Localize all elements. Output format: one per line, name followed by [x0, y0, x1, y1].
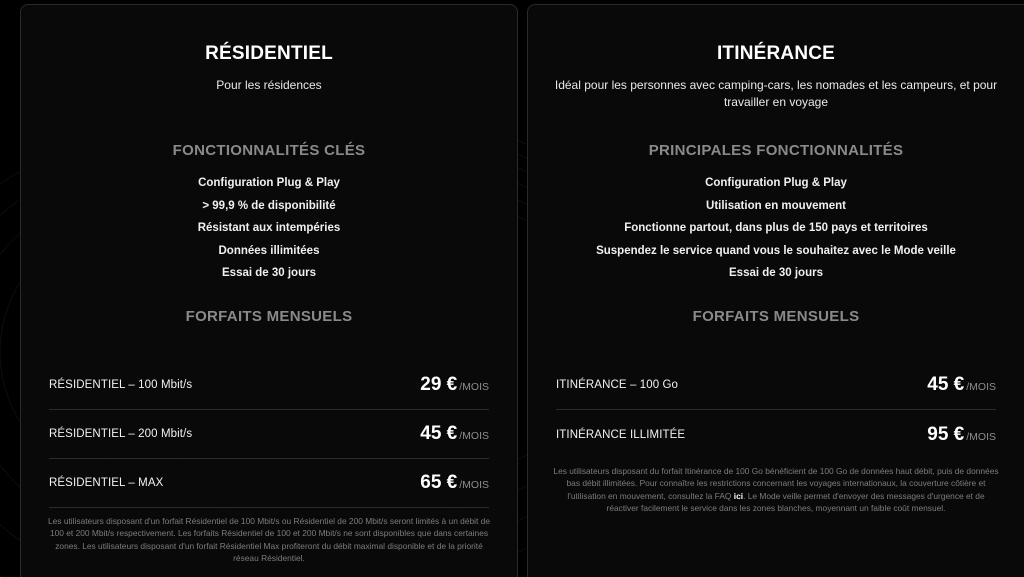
disclaimer-text-after: . Le Mode veille permet d'envoyer des messages d'urgence et de réactiver facilement le service dans les zones blanches, moyennant un faible coût mensuel.: [606, 490, 985, 514]
plan-price: [420, 374, 489, 396]
residential-features-list: [21, 172, 517, 285]
feature-item: Données illimitées: [218, 244, 320, 257]
price-amount: 45 €: [927, 374, 965, 395]
feature-item: Fonctionne partout, dans plus de 150 pays et territoires: [624, 222, 928, 235]
roaming-plans-list: [556, 361, 996, 459]
price-unit: /MOIS: [459, 479, 489, 491]
feature-item: Utilisation en mouvement: [706, 199, 846, 212]
residential-disclaimer: Les utilisateurs disposant d'un forfait Résidentiel de 100 Mbit/s ou Résidentiel de 200 Mbit/s seront limités à un débit de 100 et 200 Mbit/s respectivement. Les forfaits Résidentiel de 100 et 200 Mbit/s ne sont disponibles que dans certaines zones. Les utilisateurs disposant d'un forfait Résidentiel Max profiteront du débit maximal disponible et de la priorité réseau Résidentiel.: [47, 516, 490, 564]
price-unit: /MOIS: [459, 430, 489, 442]
residential-subtitle: Pour les résidences: [216, 78, 322, 92]
price-amount: 45 €: [420, 423, 458, 444]
roaming-disclaimer: [552, 465, 1000, 515]
feature-item: > 99,9 % de disponibilité: [202, 199, 336, 212]
plan-name: RÉSIDENTIEL – 200 Mbit/s: [49, 428, 193, 440]
plan-price: [420, 472, 489, 494]
residential-title: RÉSIDENTIEL: [205, 43, 333, 64]
roaming-subtitle: Idéal pour les personnes avec camping-cars, les nomades et les campeurs, et pour travailler en voyage: [554, 78, 998, 109]
residential-plans-list: [49, 361, 489, 508]
plan-row-residential-max: [49, 459, 489, 508]
residential-features-heading: FONCTIONNALITÉS CLÉS: [172, 142, 366, 159]
roaming-features-list: [528, 172, 1024, 285]
plan-row-roaming-unlimited: [556, 410, 996, 459]
feature-item: Suspendez le service quand vous le souhaitez avec le Mode veille: [596, 244, 956, 257]
roaming-title: ITINÉRANCE: [716, 43, 836, 64]
roaming-plan-card: [527, 4, 1024, 577]
plan-name: RÉSIDENTIEL – 100 Mbit/s: [49, 379, 193, 391]
plan-price: [927, 424, 996, 446]
price-unit: /MOIS: [966, 381, 996, 393]
plan-price: [927, 374, 996, 396]
feature-item: Configuration Plug & Play: [705, 177, 847, 189]
plan-name: RÉSIDENTIEL – MAX: [49, 477, 164, 489]
residential-plans-heading: FORFAITS MENSUELS: [185, 308, 353, 325]
feature-item: Résistant aux intempéries: [197, 222, 341, 235]
plan-name: ITINÉRANCE – 100 Go: [556, 379, 679, 391]
plan-name: ITINÉRANCE ILLIMITÉE: [556, 428, 686, 441]
price-unit: /MOIS: [459, 381, 489, 393]
roaming-plans-heading: FORFAITS MENSUELS: [692, 308, 860, 325]
roaming-features-heading: PRINCIPALES FONCTIONNALITÉS: [648, 142, 904, 159]
residential-plan-card: [20, 4, 518, 577]
price-unit: /MOIS: [966, 430, 996, 443]
feature-item: Essai de 30 jours: [222, 267, 316, 280]
plan-row-roaming-100: [556, 361, 996, 410]
plan-row-residential-200: [49, 410, 489, 459]
faq-link[interactable]: ici: [733, 490, 744, 501]
price-amount: 95 €: [927, 423, 965, 445]
price-amount: 65 €: [420, 472, 458, 493]
feature-item: Configuration Plug & Play: [198, 177, 340, 189]
price-amount: 29 €: [420, 374, 458, 395]
plan-row-residential-100: [49, 361, 489, 410]
plan-price: [420, 423, 489, 445]
feature-item: Essai de 30 jours: [729, 267, 823, 280]
disclaimer-text-before: Les utilisateurs disposant du forfait Itinérance de 100 Go bénéficient de 100 Go de données haut débit, puis de données bas débit illimitées. Pour connaître les restrictions concernant les voyages internationaux, la couverture côtière et l'utilisation en mouvement, consultez la FAQ: [553, 466, 999, 501]
